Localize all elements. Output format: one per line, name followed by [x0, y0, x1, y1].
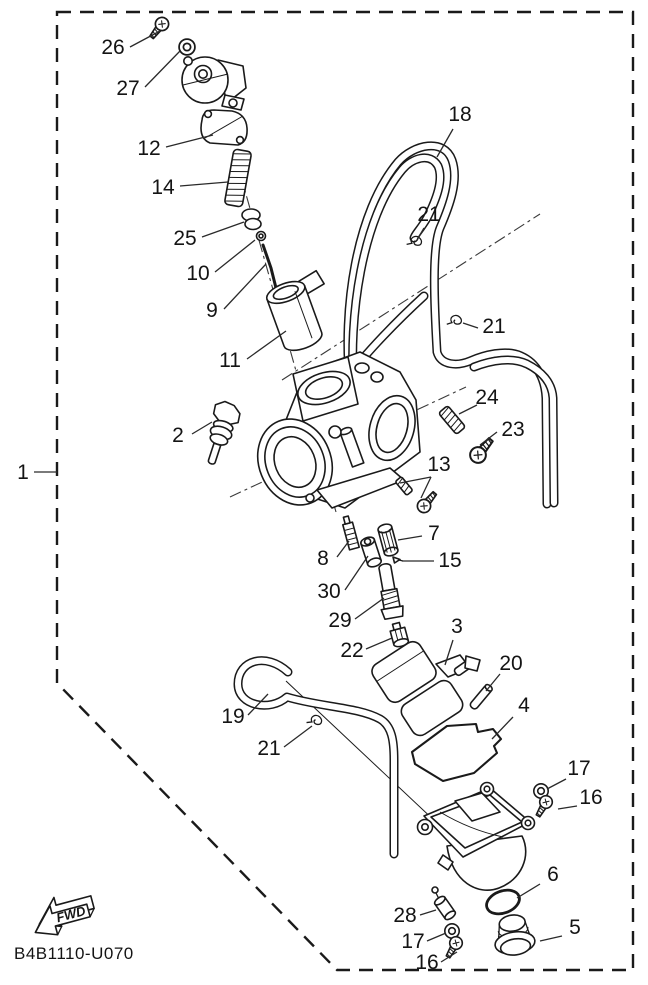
- part-number-16: 16: [415, 951, 439, 974]
- sensor-screw: [146, 15, 171, 42]
- leader-line: [547, 779, 566, 789]
- leader-line: [130, 31, 160, 47]
- part-number-5: 5: [569, 916, 581, 939]
- part-number-27: 27: [116, 77, 140, 100]
- fwd-label: FWD: [54, 903, 88, 926]
- part-number-7: 7: [428, 522, 440, 545]
- throttle-position-sensor: [182, 57, 246, 110]
- part-number-17: 17: [567, 757, 591, 780]
- part-number-11: 11: [219, 349, 241, 372]
- float-chamber: [418, 783, 535, 891]
- part-number-26: 26: [101, 36, 125, 59]
- leader-line: [180, 182, 228, 186]
- leader-line: [355, 598, 384, 619]
- part-number-13: 13: [427, 453, 451, 476]
- part-number-21: 21: [417, 203, 441, 226]
- part-number-23: 23: [501, 418, 525, 441]
- tiny-screw: [393, 557, 403, 563]
- part-number-30: 30: [317, 580, 341, 603]
- part-number-9: 9: [206, 299, 218, 322]
- hose-clip: [307, 713, 323, 726]
- throttle-stop-screw: [467, 435, 497, 466]
- pilot-screw: [198, 399, 243, 468]
- part-number-2: 2: [172, 424, 184, 447]
- leader-line: [459, 405, 477, 414]
- part-number-1: 1: [17, 461, 29, 484]
- leader-line: [247, 331, 286, 359]
- part-number-12: 12: [137, 137, 161, 160]
- sensor-cap: [201, 110, 247, 145]
- needle-clip: [257, 232, 266, 241]
- sensor-washer: [179, 39, 195, 55]
- diagram-code: B4B1110-U070: [14, 944, 134, 963]
- part-number-28: 28: [393, 904, 417, 927]
- part-number-19: 19: [221, 705, 245, 728]
- part-number-8: 8: [317, 547, 329, 570]
- leader-line: [427, 933, 446, 941]
- leader-line: [202, 222, 244, 237]
- part-number-15: 15: [438, 549, 462, 572]
- part-number-10: 10: [186, 262, 210, 285]
- leader-line: [558, 806, 577, 809]
- leader-line: [215, 240, 255, 272]
- starter-jet: [377, 523, 399, 558]
- part-number-3: 3: [451, 615, 463, 638]
- leader-line: [145, 51, 180, 87]
- leader-line: [492, 717, 513, 739]
- fwd-arrow: [28, 888, 98, 940]
- adjust-screw: [415, 489, 440, 515]
- part-number-20: 20: [499, 652, 523, 675]
- carburetor-body: [245, 352, 422, 516]
- part-number-6: 6: [547, 863, 559, 886]
- throttle-stop-spring: [438, 405, 465, 434]
- cable-holder: [432, 887, 457, 921]
- leader-line: [345, 556, 368, 590]
- leader-line: [192, 422, 212, 434]
- leader-line: [540, 936, 562, 941]
- part-number-17: 17: [401, 930, 425, 953]
- hose-clip: [407, 235, 423, 247]
- bowl-screw: [533, 793, 555, 819]
- leader-line: [420, 910, 436, 915]
- part-number-21: 21: [482, 315, 506, 338]
- hose-clip: [447, 315, 462, 326]
- leader-line: [366, 638, 392, 649]
- drain-plug: [491, 912, 536, 957]
- part-number-21: 21: [257, 737, 281, 760]
- leader-line: [224, 264, 266, 309]
- part-number-14: 14: [151, 176, 175, 199]
- leader-line: [463, 323, 478, 328]
- bowl-screw: [443, 934, 465, 960]
- leader-line: [284, 726, 312, 747]
- leader-line: [398, 536, 422, 540]
- adjust-spring: [395, 477, 413, 496]
- leader-line: [337, 541, 349, 557]
- part-number-4: 4: [518, 694, 530, 717]
- main-nozzle: [374, 562, 405, 619]
- part-number-18: 18: [448, 103, 472, 126]
- spring-seat: [242, 209, 261, 230]
- part-number-25: 25: [173, 227, 197, 250]
- part-number-29: 29: [328, 609, 352, 632]
- leader-line: [517, 884, 540, 898]
- pilot-jet: [341, 515, 359, 549]
- part-number-24: 24: [475, 386, 499, 409]
- part-number-16: 16: [579, 786, 603, 809]
- part-number-22: 22: [340, 639, 364, 662]
